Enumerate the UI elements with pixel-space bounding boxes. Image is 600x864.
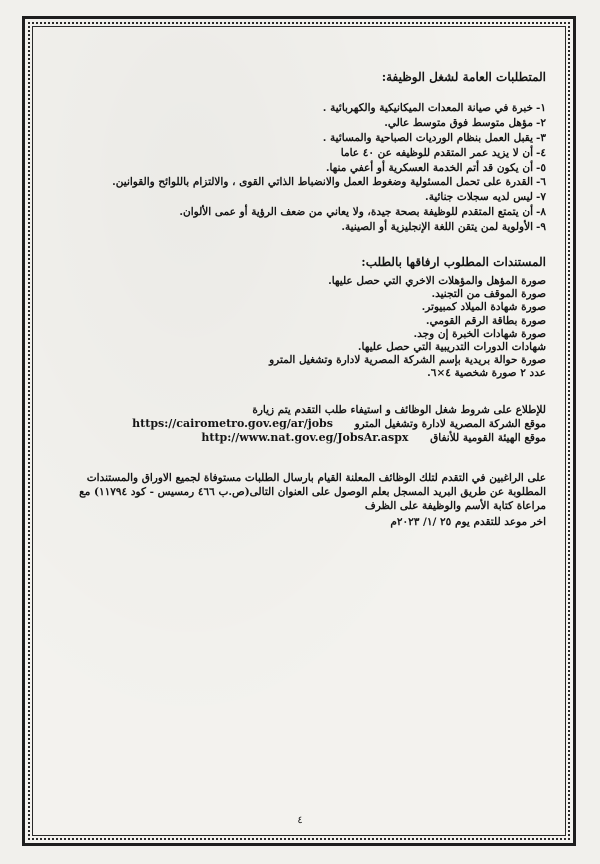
requirement-item: [58, 131, 546, 146]
website-row: [58, 417, 546, 431]
website-label: موقع الشركة المصرية لادارة وتشغيل المترو: [354, 417, 546, 430]
document-item: شهادات الدورات التدريبية التي حصل عليها.: [357, 340, 546, 353]
website-label: موقع الهيئة القومية للأنفاق: [430, 431, 546, 444]
item-number: ٦-: [536, 176, 546, 189]
item-number: ٥-: [536, 161, 546, 174]
cairo-metro-jobs-link[interactable]: https://cairometro.gov.eg/ar/jobs: [132, 416, 333, 430]
document-item: صورة الموقف من التجنيد.: [431, 288, 546, 301]
document-item: صورة شهادات الخبرة إن وجد.: [413, 327, 546, 340]
documents-list: [58, 275, 546, 381]
item-text: مؤهل متوسط فوق متوسط عالي.: [384, 116, 533, 129]
website-row: [58, 431, 546, 445]
item-text: الأولوية لمن يتقن اللغة الإنجليزية أو الصينية.: [341, 221, 533, 234]
document-body: [58, 70, 546, 529]
requirements-heading: المتطلبات العامة لشغل الوظيفة:: [381, 70, 546, 84]
page-number: ٤: [297, 815, 303, 826]
item-text: ليس لديه سجلات جنائية.: [425, 191, 533, 204]
submission-instructions: [62, 471, 546, 514]
requirement-item: [58, 190, 546, 205]
website-list: [58, 417, 546, 445]
links-intro: للإطلاع على شروط شغل الوظائف و استيفاء طلب التقدم يتم زيارة: [252, 403, 546, 416]
document-item: عدد ٢ صورة شخصية ٤×٦.: [427, 367, 546, 380]
requirement-item: [58, 146, 546, 161]
requirement-item: [58, 101, 546, 116]
item-number: ٧-: [536, 191, 546, 204]
item-number: ٩-: [536, 221, 546, 234]
requirement-item: [58, 161, 546, 176]
item-text: خبرة في صيانة المعدات الميكانيكية والكهربائية .: [322, 102, 533, 114]
requirement-item: [58, 116, 546, 131]
document-item: صورة المؤهل والمؤهلات الاخري التي حصل عليها.: [328, 275, 546, 288]
documents-heading: المستندات المطلوب ارفاقها بالطلب:: [361, 255, 546, 270]
nat-jobs-link[interactable]: http://www.nat.gov.eg/JobsAr.aspx: [201, 430, 409, 444]
requirement-item: [58, 220, 546, 235]
document-item: صورة بطاقة الرقم القومي.: [425, 314, 546, 327]
requirements-list: [58, 101, 546, 235]
requirement-item: [58, 175, 546, 190]
submission-paragraph: على الراغبين في التقدم لتلك الوظائف المعلنة القيام بارسال الطلبات مستوفاة لجميع الاوراق والمستندات المطلوبة عن طريق البريد المسجل بعلم الوصول على العنوان التالى(ص.ب ٤٦٦ رمسيس - كود ١١٧٩٤) مع مراعاة كتابة الأسم والوظيفة على الظرف: [79, 471, 546, 512]
item-text: يقبل العمل بنظام الورديات الصباحية والمسائية .: [322, 131, 533, 144]
document-item: صورة شهادة الميلاد كمبيوتر.: [421, 301, 546, 314]
item-number: ٤-: [536, 146, 546, 159]
item-text: القدرة على تحمل المسئولية وضغوط العمل والانضباط الذاتي القوى ، والالتزام باللوائح والقوانين.: [112, 176, 533, 189]
document-item: صورة حوالة بريدية بإسم الشركة المصرية لادارة وتشغيل المترو: [269, 354, 546, 367]
item-number: ١-: [536, 102, 546, 114]
item-number: ٨-: [536, 206, 546, 219]
requirement-item: [58, 205, 546, 220]
item-number: ٢-: [536, 116, 546, 129]
item-text: أن يكون قد أتم الخدمة العسكرية أو أعفي منها.: [325, 161, 533, 174]
item-text: أن لا يزيد عمر المتقدم للوظيفه عن ٤٠ عاما: [340, 146, 533, 159]
item-number: ٣-: [536, 131, 546, 144]
item-text: أن يتمتع المتقدم للوظيفة بصحة جيدة، ولا يعاني من ضعف الرؤية أو عمى الألوان.: [179, 206, 533, 219]
application-deadline: اخر موعد للتقدم يوم ٢٥ /١/ ٢٠٢٣م: [390, 516, 546, 529]
